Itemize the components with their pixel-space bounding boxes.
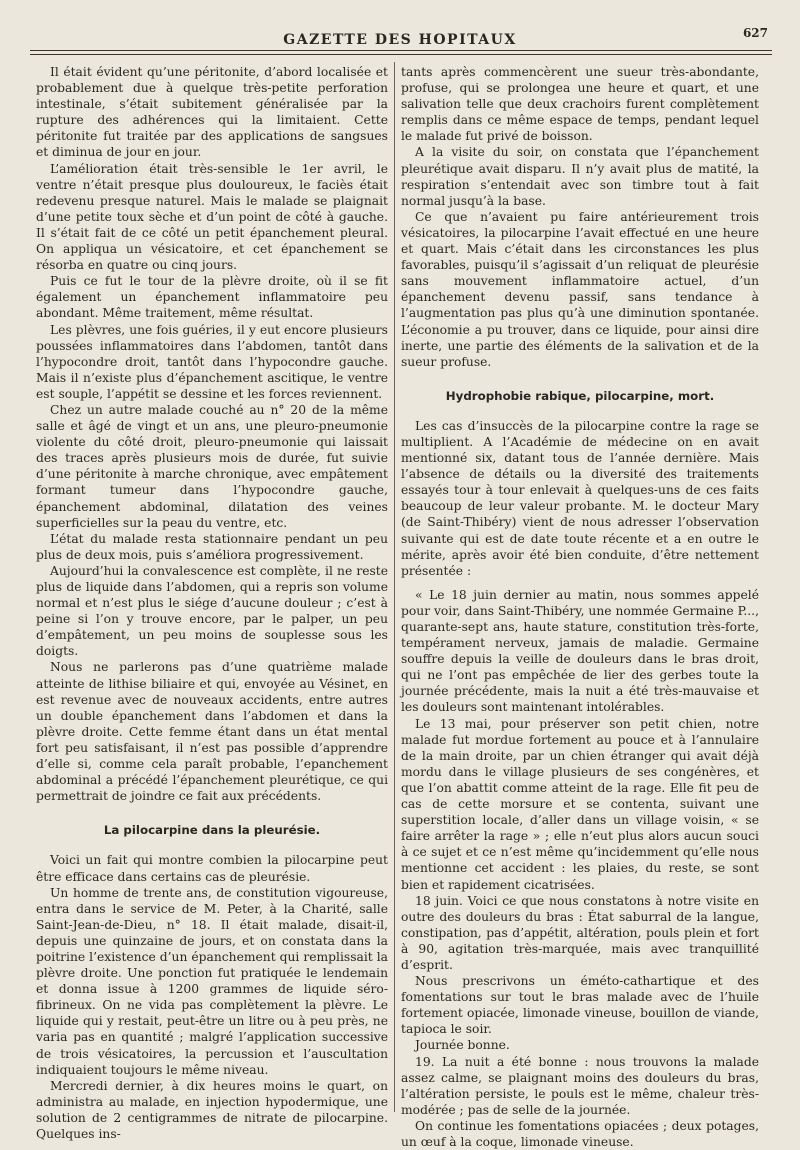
paragraph: Ce que n’avaient pu faire antérieurement trois vésicatoires, la pilocarpine l’avait effectué en une heure et quart. Mais c’était dans les circonstances les plus favorables, puisqu’il s’agissait d’un reliquat de pleurésie sans mouvement inflammatoire actuel, d’un épanchement devenu passif, sans tendance à l’augmentation pas plus qu’à une diminution spontanée. L’économie a pu trouver, dans ce liquide, pour ainsi dire inerte, une partie des éléments de la salivation et de la sueur profuse. [401,209,759,369]
paragraph: Nous prescrivons un éméto-cathartique et des fomentations sur tout le bras malade avec de l’huile fortement opiacée, limonade vineuse, bouillon de viande, tapioca le soir. [401,974,759,1037]
paragraph: 19. La nuit a été bonne : nous trouvons la malade assez calme, se plaignant moins des douleurs du bras, l’altération persiste, le pouls est le même, chaleur très-modérée ; pas de selle de la journée. [401,1054,759,1117]
paragraph: Le 13 mai, pour préserver son petit chien, notre malade fut mordue fortement au pouce et à l’annulaire de la main droite, par un chien étranger qui avait déjà mordu dans le village plusieurs de ses congénères, et que l’on abattit comme atteint de la rage. Elle fit peu de cas de cette morsure et se contenta, suivant une superstition locale, d’aller dans un village voisin, « se faire arrêter la rage » ; elle n’eut plus alors aucun souci à ce sujet et ce n’est même qu’incidemment qu’elle nous mentionne cet accident : les plaies, du reste, se sont bien et rapidement cicatrisées. [401,716,759,892]
left-column [36,64,388,1141]
section-title-pilocarpine-pleuresie: La pilocarpine dans la pleurésie. [103,823,321,838]
paragraph: 18 juin. Voici ce que nous constatons à notre visite en outre des douleurs du bras : État saburral de la langue, constipation, pas d’appétit, altération, pouls plein et fort à 90, agitation très-marquée, mais avec tranquillité d’esprit. [401,893,759,972]
header-rule-thick [30,50,772,51]
paragraph: Il était évident qu’une péritonite, d’abord localisée et probablement due à quelque très-petite perforation intestinale, s’était subitement généralisée par la rupture des adhérences qui la limitaient. Cette péritonite fut traitée par des applications de sangsues et diminua de jour en jour. [36,65,388,160]
paragraph: Voici un fait qui montre combien la pilocarpine peut être efficace dans certains cas de pleurésie. [36,853,388,884]
column-divider [394,62,395,1112]
header-rule-thin [30,54,772,55]
page-header-title: GAZETTE DES HOPITAUX [283,32,517,48]
paragraph: Journée bonne. [415,1038,510,1053]
paragraph: Chez un autre malade couché au n° 20 de la même salle et âgé de vingt et un ans, une pleuro-pneumonie violente du côté droit, pleuro-pneumonie qui laissait des traces après plusieurs mois de durée, fut suivie d’une péritonite à marche chronique, avec empâtement formant tumeur dans l’hypocondre gauche, épanchement abdominal, dilatation des veines superficielles sur la peau du ventre, etc. [36,402,388,530]
paragraph: A la visite du soir, on constata que l’épanchement pleurétique avait disparu. Il n’y avait plus de matité, la respiration s’entendait avec son timbre tout à fait normal jusqu’à la base. [401,145,759,208]
paragraph: Nous ne parlerons pas d’une quatrième malade atteinte de lithise biliaire et qui, envoyée au Vésinet, en est revenue avec de nouveaux accidents, entre autres un double épanchement dans l’abdomen et dans la plèvre droite. Cette femme étant dans un état mental fort peu satisfaisant, il n’est pas possible d’apprendre d’elle si, comme cela paraît probable, l’epanchement abdominal a précédé l’épanchement pleurétique, ce qui permettrait de joindre ce fait aux précédents. [36,660,388,804]
paragraph: Mercredi dernier, à dix heures moins le quart, on administra au malade, en injection hypodermique, une solution de 2 centigrammes de nitrate de pilocarpine. Quelques ins- [36,1078,388,1141]
page-number: 627 [742,26,768,40]
right-column [401,64,759,1149]
paragraph: Puis ce fut le tour de la plèvre droite, où il se fit également un épanchement inflammatoire peu abondant. Même traitement, même résultat. [36,274,388,321]
section-title-hydrophobie: Hydrophobie rabique, pilocarpine, mort. [445,388,715,403]
paragraph-gap [401,579,759,587]
paragraph: L’état du malade resta stationnaire pendant un peu plus de deux mois, puis s’améliora progressivement. [36,531,388,562]
paragraph: Les cas d’insuccès de la pilocarpine contre la rage se multiplient. A l’Académie de médecine on en avait mentionné six, datant tous de l’année dernière. Mais l’absence de détails ou la diversité des traitements essayés tour à tour enlevait à quelques-uns de ces faits beaucoup de leur valeur probante. M. le docteur Mary (de Saint-Thibéry) vient de nous adresser l’observation suivante qui est de date toute récente et a en outre le mérite, après avoir été bien conduite, d’être nettement présentée : [401,418,759,578]
paragraph: Aujourd’hui la convalescence est complète, il ne reste plus de liquide dans l’abdomen, qui a repris son volume normal et n’est plus le siége d’aucune douleur ; c’est à peine si l’on y trouve encore, par le palper, un peu d’empâtement, un peu moins de souplesse sous les doigts. [36,563,388,659]
paragraph: Les plèvres, une fois guéries, il y eut encore plusieurs poussées inflammatoires dans l’abdomen, tantôt dans l’hypocondre droit, tantôt dans l’hypocondre gauche. Mais il n’existe plus d’épanchement ascitique, le ventre est souple, l’appétit se dessine et les forces reviennent. [36,322,388,401]
paragraph: L’amélioration était très-sensible le 1er avril, le ventre n’était presque plus douloureux, le faciès était redevenu presque naturel. Mais le malade se plaignait d’une petite toux sèche et d’un point de côté à gauche. Il s’était fait de ce côté un petit épanchement pleural. On appliqua un vésicatoire, et cet épanchement se résorba en quatre ou cinq jours. [36,161,388,273]
page-header [30,18,770,58]
paragraph: On continue les fomentations opiacées ; deux potages, un œuf à la coque, limonade vineuse. [401,1118,759,1149]
paragraph: Un homme de trente ans, de constitution vigoureuse, entra dans le service de M. Peter, à la Charité, salle Saint-Jean-de-Dieu, n° 18. Il était malade, disait-il, depuis une quinzaine de jours, et on constata dans la poitrine l’existence d’un épanchement qui remplissait la plèvre droite. Une ponction fut pratiquée le lendemain et donna issue à 1200 grammes de liquide séro-fibrineux. On ne vida pas complètement la plèvre. Le liquide qui y restait, peut-être un litre ou à peu près, ne varia pas en quantité ; malgré l’application successive de trois vésicatoires, la percussion et l’auscultation indiquaient toujours le même niveau. [36,885,388,1077]
paragraph: « Le 18 juin dernier au matin, nous sommes appelé pour voir, dans Saint-Thibéry, une nommée Germaine P..., quarante-sept ans, haute stature, constitution très-forte, tempérament nerveux, jamais de maladie. Germaine souffre depuis la veille de douleurs dans le bras droit, qui ne l’ont pas empêchée de lier des gerbes toute la journée précédente, mais la nuit a été très-mauvaise et les douleurs sont maintenant intolérables. [401,587,759,715]
paragraph: tants après commencèrent une sueur très-abondante, profuse, qui se prolongea une heure et quart, et une salivation telle que deux crachoirs furent complètement remplis dans ce même espace de temps, pendant lequel le malade fut privé de boisson. [401,65,759,144]
